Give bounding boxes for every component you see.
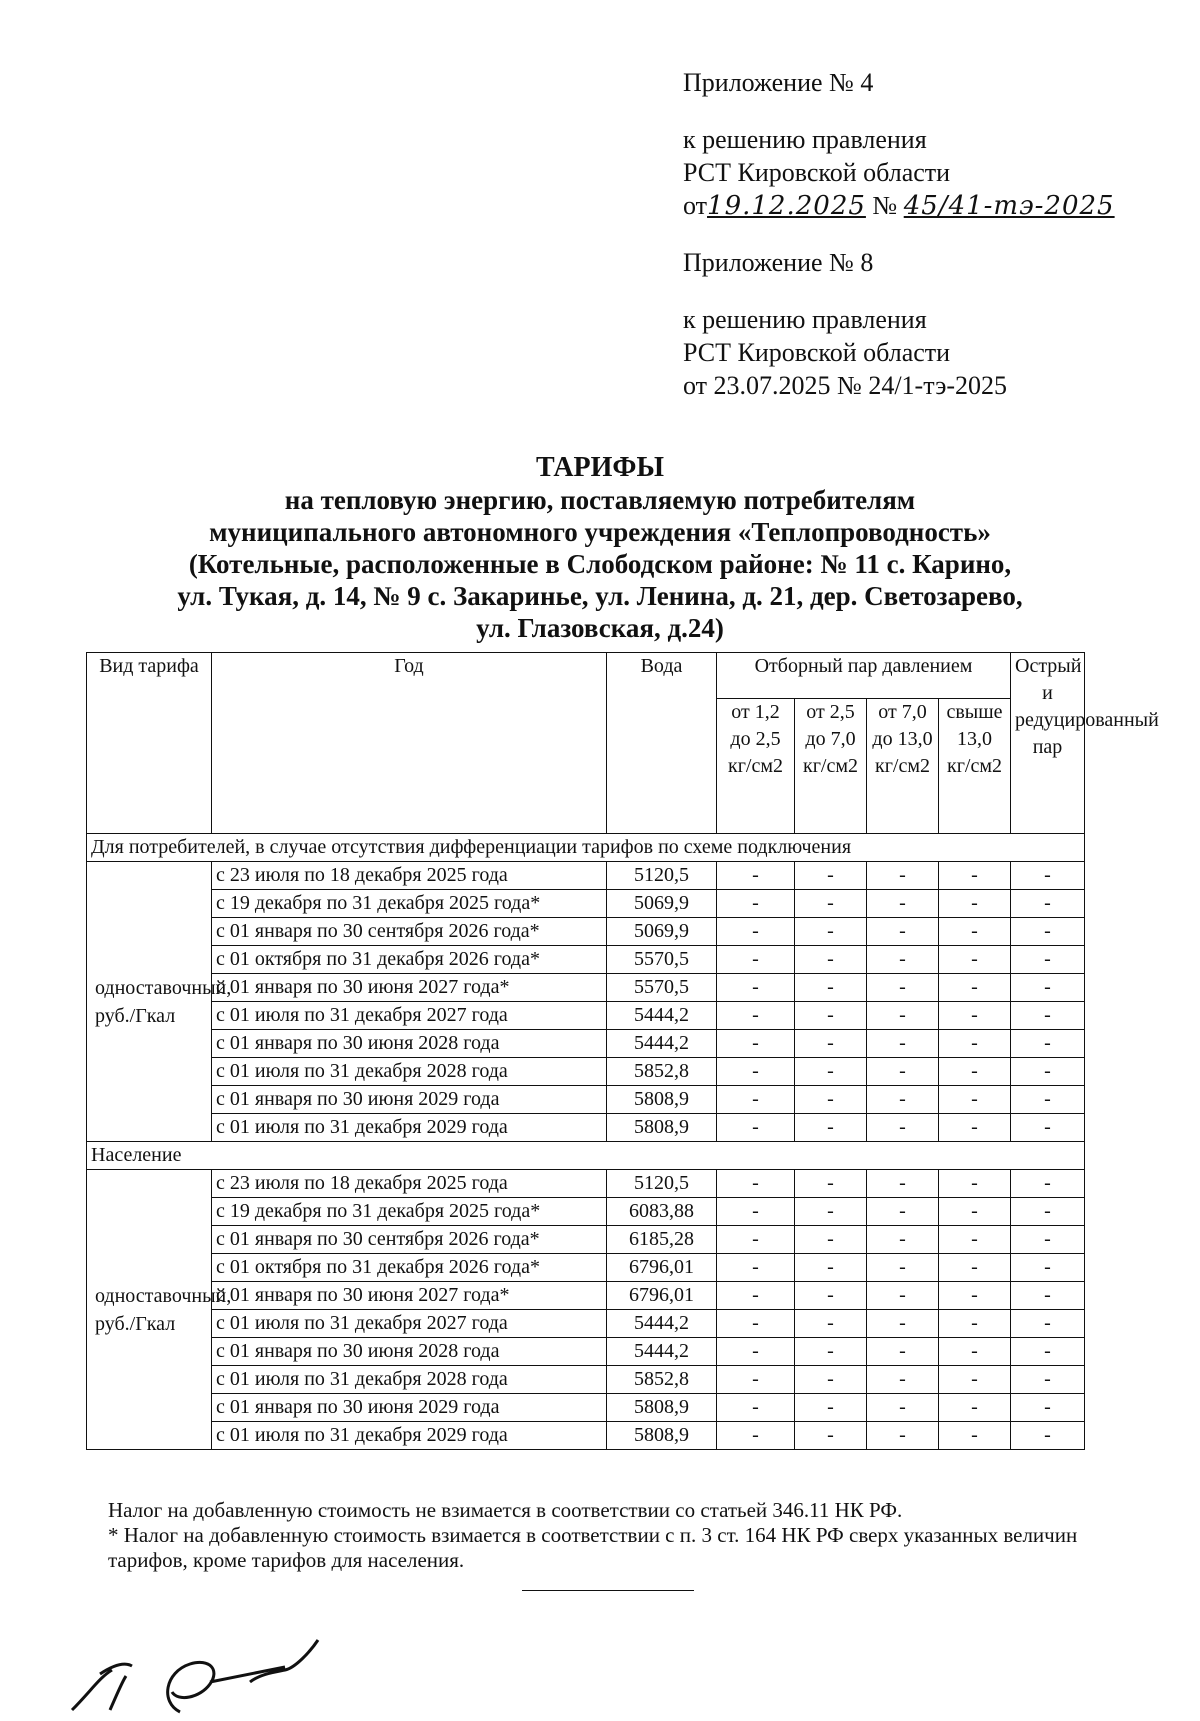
empty-value-cell: - <box>939 974 1011 1002</box>
empty-value-cell: - <box>867 1170 939 1198</box>
empty-value-cell: - <box>717 1366 795 1394</box>
empty-value-cell: - <box>939 1002 1011 1030</box>
empty-value-cell: - <box>867 1254 939 1282</box>
tariff-table-body <box>87 834 1085 1450</box>
empty-value-cell: - <box>795 1366 867 1394</box>
period-cell: с 01 июля по 31 декабря 2028 года <box>212 1058 607 1086</box>
empty-value-cell: - <box>795 974 867 1002</box>
water-value-cell: 5852,8 <box>607 1058 717 1086</box>
period-cell: с 01 января по 30 июня 2028 года <box>212 1338 607 1366</box>
water-value-cell: 6796,01 <box>607 1254 717 1282</box>
empty-value-cell: - <box>1011 890 1085 918</box>
empty-value-cell: - <box>1011 1338 1085 1366</box>
period-cell: с 23 июля по 18 декабря 2025 года <box>212 1170 607 1198</box>
header-water: Вода <box>607 653 717 834</box>
empty-value-cell: - <box>867 1058 939 1086</box>
empty-value-cell: - <box>717 1394 795 1422</box>
empty-value-cell: - <box>939 1310 1011 1338</box>
period-cell: с 01 июля по 31 декабря 2028 года <box>212 1366 607 1394</box>
tariff-kind: одноставочный, руб./Гкал <box>87 1170 212 1450</box>
table-row <box>87 1338 1085 1366</box>
water-value-cell: 5444,2 <box>607 1030 717 1058</box>
empty-value-cell: - <box>795 1254 867 1282</box>
empty-value-cell: - <box>867 1310 939 1338</box>
empty-value-cell: - <box>867 1226 939 1254</box>
period-cell: с 01 июля по 31 декабря 2027 года <box>212 1310 607 1338</box>
table-row <box>87 1198 1085 1226</box>
empty-value-cell: - <box>717 1226 795 1254</box>
empty-value-cell: - <box>939 1170 1011 1198</box>
empty-value-cell: - <box>795 1114 867 1142</box>
period-cell: с 01 января по 30 июня 2027 года* <box>212 1282 607 1310</box>
empty-value-cell: - <box>939 918 1011 946</box>
empty-value-cell: - <box>939 1282 1011 1310</box>
table-row <box>87 918 1085 946</box>
table-row <box>87 1114 1085 1142</box>
empty-value-cell: - <box>717 1422 795 1450</box>
table-row <box>87 1002 1085 1030</box>
table-row <box>87 1086 1085 1114</box>
header-steam-1: от 1,2 до 2,5 кг/см2 <box>717 699 795 834</box>
empty-value-cell: - <box>1011 1254 1085 1282</box>
water-value-cell: 5852,8 <box>607 1366 717 1394</box>
empty-value-cell: - <box>717 1170 795 1198</box>
header-steam-3: от 7,0 до 13,0 кг/см2 <box>867 699 939 834</box>
table-row <box>87 1394 1085 1422</box>
appendix-original-line1: к решению правления <box>683 305 927 334</box>
empty-value-cell: - <box>1011 1058 1085 1086</box>
water-value-cell: 6083,88 <box>607 1198 717 1226</box>
water-value-cell: 5808,9 <box>607 1114 717 1142</box>
empty-value-cell: - <box>717 890 795 918</box>
empty-value-cell: - <box>939 1394 1011 1422</box>
empty-value-cell: - <box>939 1114 1011 1142</box>
notes <box>108 1498 1088 1573</box>
empty-value-cell: - <box>717 862 795 890</box>
water-value-cell: 5808,9 <box>607 1394 717 1422</box>
empty-value-cell: - <box>867 1114 939 1142</box>
empty-value-cell: - <box>1011 1114 1085 1142</box>
tariff-table <box>86 652 1159 1450</box>
water-value-cell: 6185,28 <box>607 1226 717 1254</box>
table-row <box>87 1226 1085 1254</box>
handwritten-date: 19.12.2025 <box>707 191 866 221</box>
empty-value-cell: - <box>939 1338 1011 1366</box>
number-label: № <box>872 191 898 220</box>
empty-value-cell: - <box>717 1086 795 1114</box>
empty-value-cell: - <box>867 974 939 1002</box>
appendix-current <box>683 66 1115 223</box>
water-value-cell: 5444,2 <box>607 1310 717 1338</box>
appendix-current-date-line <box>683 189 1115 223</box>
empty-value-cell: - <box>795 946 867 974</box>
title-line3: (Котельные, расположенные в Слободском районе: № 11 с. Карино, <box>188 549 1012 579</box>
period-cell: с 01 января по 30 сентября 2026 года* <box>212 918 607 946</box>
group-label-row <box>87 834 1085 862</box>
empty-value-cell: - <box>795 1338 867 1366</box>
empty-value-cell: - <box>867 1002 939 1030</box>
title-line5: ул. Глазовская, д.24) <box>476 613 724 643</box>
period-cell: с 01 октября по 31 декабря 2026 года* <box>212 1254 607 1282</box>
empty-value-cell: - <box>1011 1310 1085 1338</box>
period-cell: с 01 июля по 31 декабря 2029 года <box>212 1422 607 1450</box>
title-line1: на тепловую энергию, поставляемую потребителям <box>284 485 916 515</box>
empty-value-cell: - <box>867 1394 939 1422</box>
water-value-cell: 5120,5 <box>607 1170 717 1198</box>
period-cell: с 01 января по 30 сентября 2026 года* <box>212 1226 607 1254</box>
empty-value-cell: - <box>939 890 1011 918</box>
group-label: Население <box>87 1142 1085 1170</box>
water-value-cell: 5069,9 <box>607 890 717 918</box>
table-row <box>87 1310 1085 1338</box>
empty-value-cell: - <box>867 1366 939 1394</box>
empty-value-cell: - <box>717 1310 795 1338</box>
water-value-cell: 5808,9 <box>607 1422 717 1450</box>
empty-value-cell: - <box>795 1226 867 1254</box>
empty-value-cell: - <box>717 918 795 946</box>
table-row <box>87 890 1085 918</box>
empty-value-cell: - <box>795 1394 867 1422</box>
empty-value-cell: - <box>1011 862 1085 890</box>
empty-value-cell: - <box>867 1198 939 1226</box>
empty-value-cell: - <box>867 946 939 974</box>
empty-value-cell: - <box>867 862 939 890</box>
table-row <box>87 1254 1085 1282</box>
empty-value-cell: - <box>1011 1366 1085 1394</box>
water-value-cell: 5808,9 <box>607 1086 717 1114</box>
empty-value-cell: - <box>795 862 867 890</box>
header-steam-4: свыше 13,0 кг/см2 <box>939 699 1011 834</box>
empty-value-cell: - <box>717 974 795 1002</box>
period-cell: с 01 января по 30 июня 2029 года <box>212 1086 607 1114</box>
empty-value-cell: - <box>939 862 1011 890</box>
table-row <box>87 1366 1085 1394</box>
water-value-cell: 5444,2 <box>607 1002 717 1030</box>
table-row <box>87 1282 1085 1310</box>
empty-value-cell: - <box>1011 918 1085 946</box>
appendix-current-title: Приложение № 4 <box>683 68 874 97</box>
water-value-cell: 5570,5 <box>607 974 717 1002</box>
empty-value-cell: - <box>717 1114 795 1142</box>
empty-value-cell: - <box>795 1086 867 1114</box>
empty-value-cell: - <box>867 1030 939 1058</box>
empty-value-cell: - <box>939 1198 1011 1226</box>
group-label-row <box>87 1142 1085 1170</box>
table-row <box>87 946 1085 974</box>
period-cell: с 01 января по 30 июня 2029 года <box>212 1394 607 1422</box>
empty-value-cell: - <box>1011 1030 1085 1058</box>
header-steam-2: от 2,5 до 7,0 кг/см2 <box>795 699 867 834</box>
note-vat-exempt: Налог на добавленную стоимость не взимается в соответствии со статьей 346.11 НК РФ. <box>108 1498 903 1522</box>
water-value-cell: 6796,01 <box>607 1282 717 1310</box>
empty-value-cell: - <box>939 1030 1011 1058</box>
empty-value-cell: - <box>795 1422 867 1450</box>
empty-value-cell: - <box>1011 1086 1085 1114</box>
table-row <box>87 862 1085 890</box>
empty-value-cell: - <box>717 1198 795 1226</box>
appendix-original-title: Приложение № 8 <box>683 248 874 277</box>
title-line4: ул. Тукая, д. 14, № 9 с. Закаринье, ул. Ленина, д. 21, дер. Светозарево, <box>177 581 1023 611</box>
title-line2: муниципального автономного учреждения «Теплопроводность» <box>209 517 991 547</box>
period-cell: с 23 июля по 18 декабря 2025 года <box>212 862 607 890</box>
period-cell: с 01 января по 30 июня 2027 года* <box>212 974 607 1002</box>
appendix-original-line2: РСТ Кировской области <box>683 338 951 367</box>
empty-value-cell: - <box>939 1422 1011 1450</box>
empty-value-cell: - <box>1011 1394 1085 1422</box>
appendix-original <box>683 246 1007 402</box>
empty-value-cell: - <box>1011 1226 1085 1254</box>
header-steam: Отборный пар давлением <box>717 653 1011 699</box>
period-cell: с 01 октября по 31 декабря 2026 года* <box>212 946 607 974</box>
period-cell: с 01 января по 30 июня 2028 года <box>212 1030 607 1058</box>
empty-value-cell: - <box>717 1282 795 1310</box>
empty-value-cell: - <box>1011 1198 1085 1226</box>
empty-value-cell: - <box>795 1058 867 1086</box>
empty-value-cell: - <box>939 1366 1011 1394</box>
water-value-cell: 5069,9 <box>607 918 717 946</box>
signature <box>60 1622 340 1717</box>
tariff-kind: одноставочный, руб./Гкал <box>87 862 212 1142</box>
empty-value-cell: - <box>795 1198 867 1226</box>
table-row <box>87 974 1085 1002</box>
water-value-cell: 5444,2 <box>607 1338 717 1366</box>
empty-value-cell: - <box>939 1254 1011 1282</box>
separator-line <box>522 1590 694 1591</box>
period-cell: с 01 июля по 31 декабря 2029 года <box>212 1114 607 1142</box>
empty-value-cell: - <box>867 1282 939 1310</box>
empty-value-cell: - <box>795 1310 867 1338</box>
empty-value-cell: - <box>717 1254 795 1282</box>
appendix-original-line3: от 23.07.2025 № 24/1-тэ-2025 <box>683 371 1008 400</box>
appendix-current-line1: к решению правления <box>683 125 927 154</box>
header-row <box>87 653 1085 699</box>
empty-value-cell: - <box>717 946 795 974</box>
empty-value-cell: - <box>795 918 867 946</box>
empty-value-cell: - <box>1011 1422 1085 1450</box>
title-heading: ТАРИФЫ <box>536 452 664 483</box>
water-value-cell: 5120,5 <box>607 862 717 890</box>
empty-value-cell: - <box>795 890 867 918</box>
period-cell: с 19 декабря по 31 декабря 2025 года* <box>212 890 607 918</box>
document-title <box>80 452 1120 644</box>
header-kind: Вид тарифа <box>87 653 212 834</box>
appendix-current-line2: РСТ Кировской области <box>683 158 951 187</box>
header-year: Год <box>212 653 607 834</box>
empty-value-cell: - <box>717 1002 795 1030</box>
period-cell: с 01 июля по 31 декабря 2027 года <box>212 1002 607 1030</box>
table-row <box>87 1030 1085 1058</box>
handwritten-number: 45/41-тэ-2025 <box>903 191 1115 221</box>
note-vat-charged: * Налог на добавленную стоимость взимается в соответствии с п. 3 ст. 164 НК РФ сверх указанных величин тарифов, кроме тарифов для населения. <box>108 1523 1078 1572</box>
empty-value-cell: - <box>867 1086 939 1114</box>
date-prefix: от <box>683 191 708 220</box>
header-sharp-steam: Острый и редуцированный пар <box>1011 653 1085 834</box>
table-row <box>87 1058 1085 1086</box>
group-label: Для потребителей, в случае отсутствия дифференциации тарифов по схеме подключения <box>87 834 1085 862</box>
empty-value-cell: - <box>939 1086 1011 1114</box>
empty-value-cell: - <box>1011 946 1085 974</box>
table-row <box>87 1422 1085 1450</box>
empty-value-cell: - <box>939 1226 1011 1254</box>
empty-value-cell: - <box>939 946 1011 974</box>
empty-value-cell: - <box>867 1422 939 1450</box>
water-value-cell: 5570,5 <box>607 946 717 974</box>
empty-value-cell: - <box>1011 974 1085 1002</box>
empty-value-cell: - <box>717 1030 795 1058</box>
empty-value-cell: - <box>795 1030 867 1058</box>
empty-value-cell: - <box>867 1338 939 1366</box>
empty-value-cell: - <box>867 918 939 946</box>
period-cell: с 19 декабря по 31 декабря 2025 года* <box>212 1198 607 1226</box>
empty-value-cell: - <box>795 1002 867 1030</box>
empty-value-cell: - <box>717 1058 795 1086</box>
empty-value-cell: - <box>795 1282 867 1310</box>
empty-value-cell: - <box>795 1170 867 1198</box>
empty-value-cell: - <box>1011 1282 1085 1310</box>
empty-value-cell: - <box>939 1058 1011 1086</box>
empty-value-cell: - <box>717 1338 795 1366</box>
table-row <box>87 1170 1085 1198</box>
empty-value-cell: - <box>867 890 939 918</box>
empty-value-cell: - <box>1011 1002 1085 1030</box>
empty-value-cell: - <box>1011 1170 1085 1198</box>
